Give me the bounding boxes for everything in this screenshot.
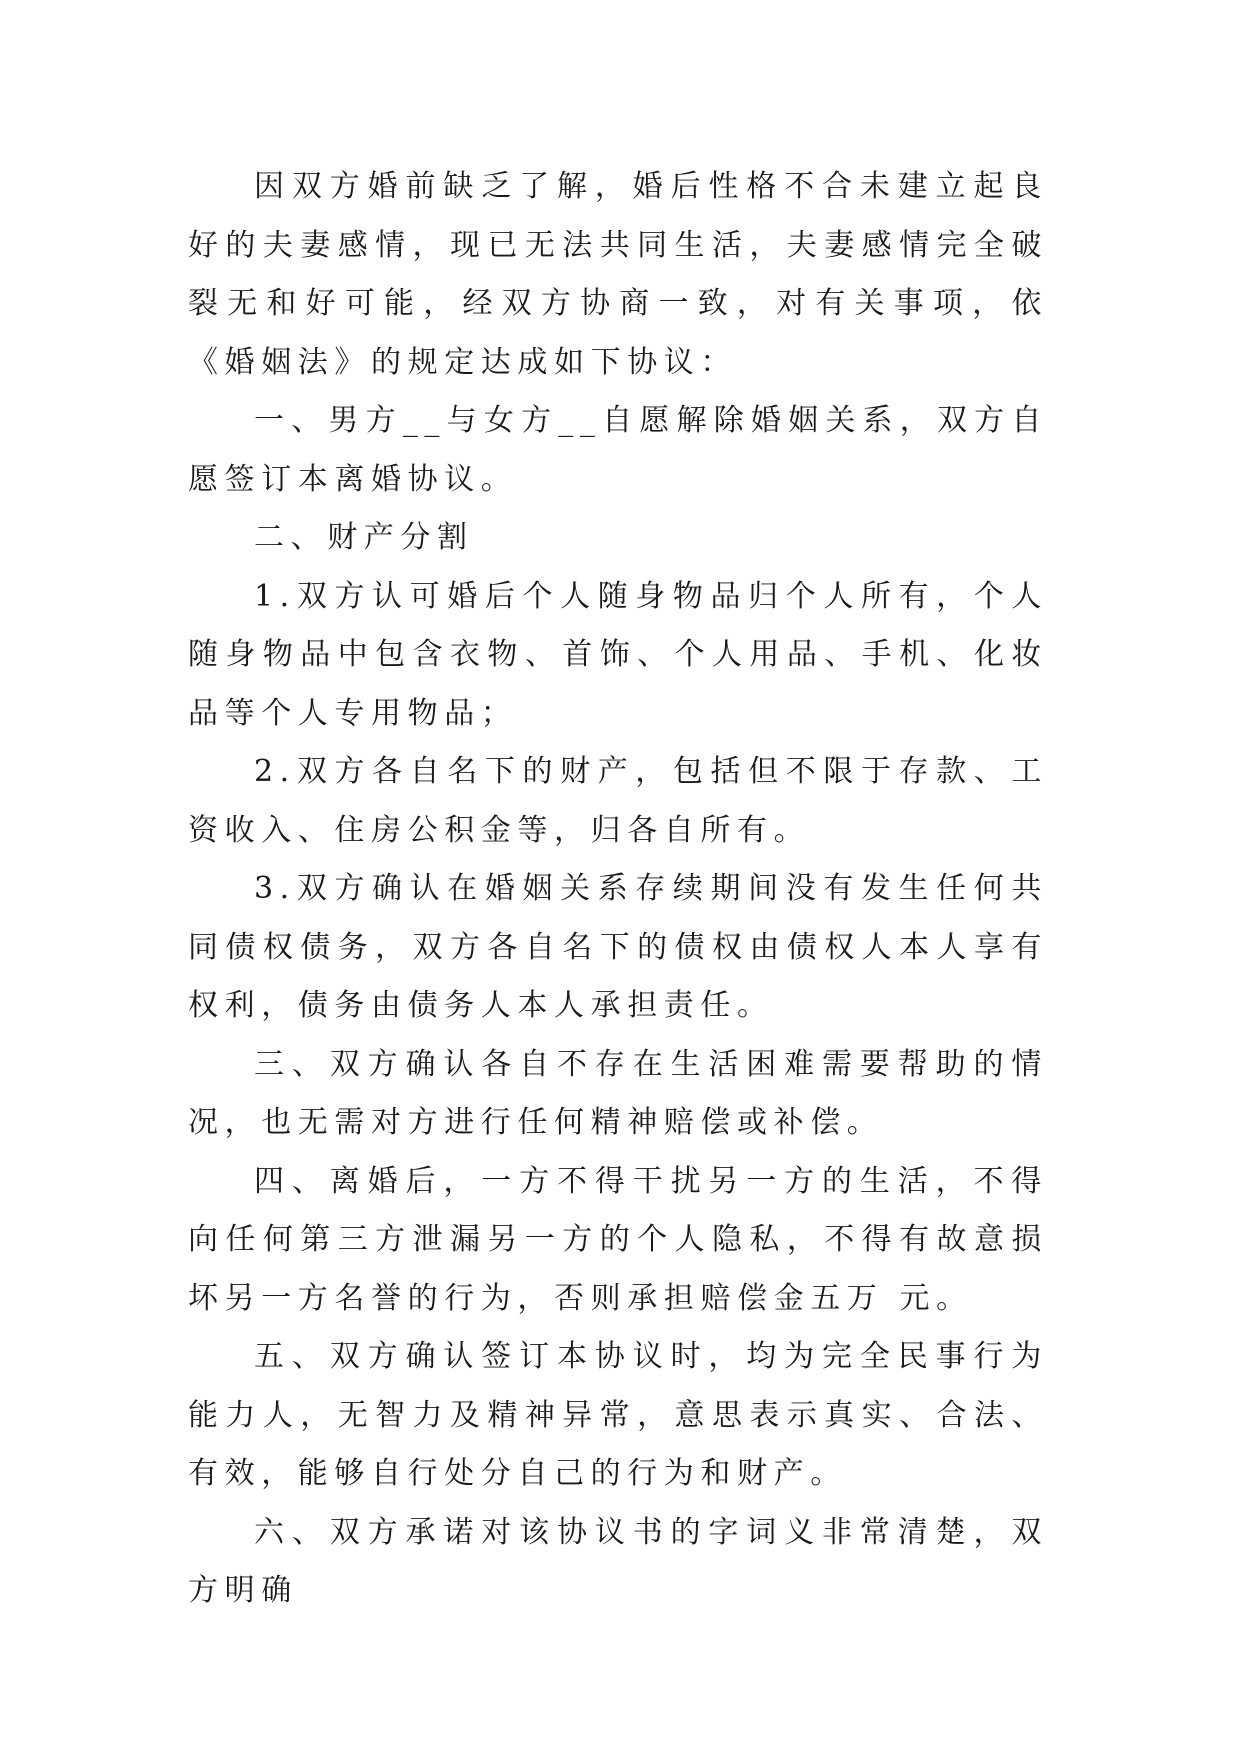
paragraph-clause-2-item-1: 1.双方认可婚后个人随身物品归个人所有，个人随身物品中包含衣物、首饰、个人用品、手机、化妆品等个人专用物品； xyxy=(188,578,1048,731)
paragraph-clause-2-heading: 二、财产分割 xyxy=(254,520,474,555)
paragraph-clause-5: 五、双方确认签订本协议时，均为完全民事行为能力人，无智力及精神异常，意思表示真实、合法、有效，能够自行处分自己的行为和财产。 xyxy=(188,1339,1048,1491)
paragraph-clause-4: 四、离婚后，一方不得干扰另一方的生活，不得向任何第三方泄漏另一方的个人隐私，不得有故意损坏另一方名誉的行为，否则承担赔偿金五万 元。 xyxy=(188,1163,1048,1316)
document-body xyxy=(188,158,1048,1621)
paragraph-clause-2-item-3: 3.双方确认在婚姻关系存续期间没有发生任何共同债权债务，双方各自名下的债权由债权人本人享有权利，债务由债务人本人承担责任。 xyxy=(188,871,1048,1023)
paragraph-clause-3: 三、双方确认各自不存在生活困难需要帮助的情况，也无需对方进行任何精神赔偿或补偿。 xyxy=(188,1046,1048,1140)
paragraph-intro: 因双方婚前缺乏了解，婚后性格不合未建立起良好的夫妻感情，现已无法共同生活，夫妻感情完全破裂无和好可能，经双方协商一致，对有关事项，依《婚姻法》的规定达成如下协议： xyxy=(188,169,1048,380)
paragraph-clause-1: 一、男方__与女方__自愿解除婚姻关系，双方自愿签订本离婚协议。 xyxy=(188,403,1048,497)
paragraph-clause-6: 六、双方承诺对该协议书的字词义非常清楚，双方明确 xyxy=(188,1514,1048,1608)
paragraph-clause-2-item-2: 2.双方各自名下的财产，包括但不限于存款、工资收入、住房公积金等，归各自所有。 xyxy=(188,754,1048,848)
